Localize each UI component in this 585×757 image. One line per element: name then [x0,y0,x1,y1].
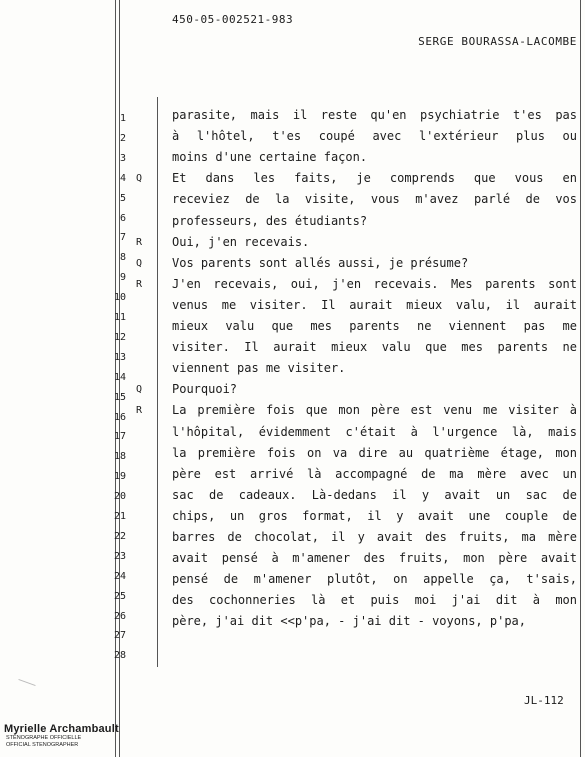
transcript-line: professeurs, des étudiants? [172,213,368,228]
transcript-line: Vos parents sont allés aussi, je présume? [172,255,469,270]
speaker-marker: R [135,405,143,417]
line-number: 15 [113,391,126,403]
stenographer-title-en: OFFICIAL STENOGRAPHER [6,742,79,748]
line-number: 6 [119,212,126,224]
line-number: 26 [113,610,126,622]
line-number: 8 [119,252,126,264]
line-number: 22 [113,530,126,542]
file-number: 450-05-002521-983 [172,13,294,26]
transcript-line: avait pensé à m'amener des fruits, mon père avait [172,551,577,566]
line-number: 4 [119,172,126,184]
stenographer-stamp [4,723,119,749]
line-number: 13 [113,351,126,363]
right-margin-rule [580,0,581,757]
line-number: 28 [113,650,126,662]
stenographer-title-fr: STÉNOGRAPHE OFFICIELLE [6,735,82,741]
speaker-marker: R [135,278,143,290]
line-number: 27 [113,630,126,642]
transcript-line: l'hôpital, évidemment c'était à l'urgence là, mais [172,424,577,439]
transcript-line: venus me visiter. Il aurait mieux valu, il aurait [172,297,577,312]
transcript-line: chips, un gros format, il y avait une couple de [172,508,577,523]
line-number: 12 [113,331,126,343]
transcript-line: moins d'une certaine façon. [172,150,368,165]
transcript-line: Pourquoi? [172,382,238,397]
transcript-line: visiter. Il aurait mieux valu que mes parents ne [172,340,577,355]
line-number: 5 [119,192,126,204]
page-code: JL-112 [524,694,564,707]
line-number: 10 [113,292,126,304]
speaker-marker: R [135,236,143,248]
transcript-line: pensé de m'amener plutôt, on appelle ça, t'sais, [172,572,577,587]
scan-mark [18,679,35,686]
line-number: 16 [113,411,126,423]
line-number: 11 [113,312,126,323]
line-number: 7 [119,232,126,244]
line-number: 1 [119,113,126,124]
line-number: 25 [113,590,126,602]
transcript-line: viennent pas me visiter. [172,361,346,376]
transcript-line: parasite, mais il reste qu'en psychiatrie t'es pas [172,108,577,122]
line-number: 19 [113,471,126,483]
transcript-line: des cochonneries là et puis moi j'ai dit à mon [172,593,577,608]
transcript-line: la première fois on va dire au quatrième étage, mon [172,445,577,460]
transcript-line: La première fois que mon père est venu me visiter à [172,403,577,418]
line-number: 18 [113,451,126,463]
line-number: 9 [119,272,126,284]
transcript-line: barres de chocolat, il y avait des fruits, ma mère [172,530,577,544]
transcript-line: mieux valu que mes parents ne viennent pas me [172,319,577,333]
witness-name: SERGE BOURASSA-LACOMBE [418,35,577,48]
line-number: 20 [113,491,126,503]
line-number: 17 [113,431,126,443]
transcript-line: J'en recevais, oui, j'en recevais. Mes parents sont [172,276,577,291]
speaker-marker: Q [135,173,143,185]
stenographer-name: Myrielle Archambault [4,723,119,735]
transcript-line: à l'hôtel, t'es coupé avec l'extérieur plus ou [172,129,577,144]
transcript-line: père, j'ai dit <<p'pa, - j'ai dit - voyons, p'pa, [172,614,527,629]
line-number: 24 [113,570,126,582]
speaker-column-rule [157,97,158,667]
line-number: 2 [119,132,126,144]
line-number: 21 [113,511,126,522]
speaker-marker: Q [135,257,143,269]
transcript-line: receviez de la visite, vous m'avez parlé de vos [172,192,577,207]
line-number: 14 [113,371,126,383]
line-number: 3 [119,152,126,164]
transcript-line: sac de cadeaux. Là-dedans il y avait un sac de [172,487,577,502]
transcript-line: père est arrivé là accompagné de ma mère avec un [172,466,577,481]
line-number: 23 [113,550,126,562]
transcript-line: Oui, j'en recevais. [172,234,310,249]
speaker-marker: Q [135,384,143,396]
transcript-line: Et dans les faits, je comprends que vous en [172,171,577,186]
